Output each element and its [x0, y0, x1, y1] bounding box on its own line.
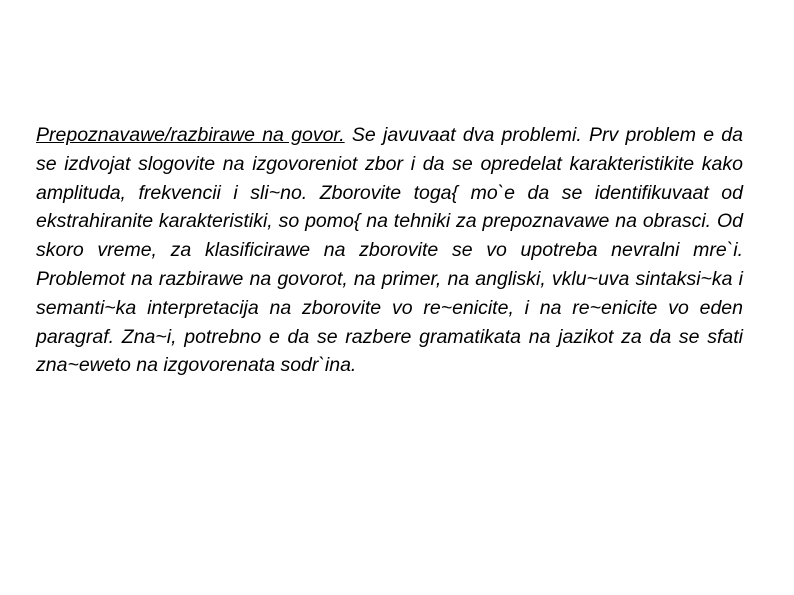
paragraph: [36, 121, 743, 380]
paragraph-body: Se javuvaat dva problemi. Prv problem e da se izdvojat slogovite na izgovoreniot zbor i da se opredelat karakteristikite kako amplituda, frekvencii i sli~no. Zborovite toga{ mo`e da se identifikuvaat od ekstrahiranite karakteristiki, so pomo{ na tehniki za prepoznavawe na obrasci. Od skoro vreme, za klasificirawe na zborovite se vo upotreba nevralni mre`i. Problemot na razbirawe na govorot, na primer, na angliski, vklu~uva sintaksi~ka i semanti~ka interpretacija na zborovite vo re~enicite, i na re~enicite vo eden paragraf. Zna~i, potrebno e da se razbere gramatikata na jazikot za da se sfati zna~eweto na izgovorenata sodr`ina.: [36, 124, 743, 377]
paragraph-heading: Prepoznavawe/razbirawe na govor.: [36, 124, 345, 146]
